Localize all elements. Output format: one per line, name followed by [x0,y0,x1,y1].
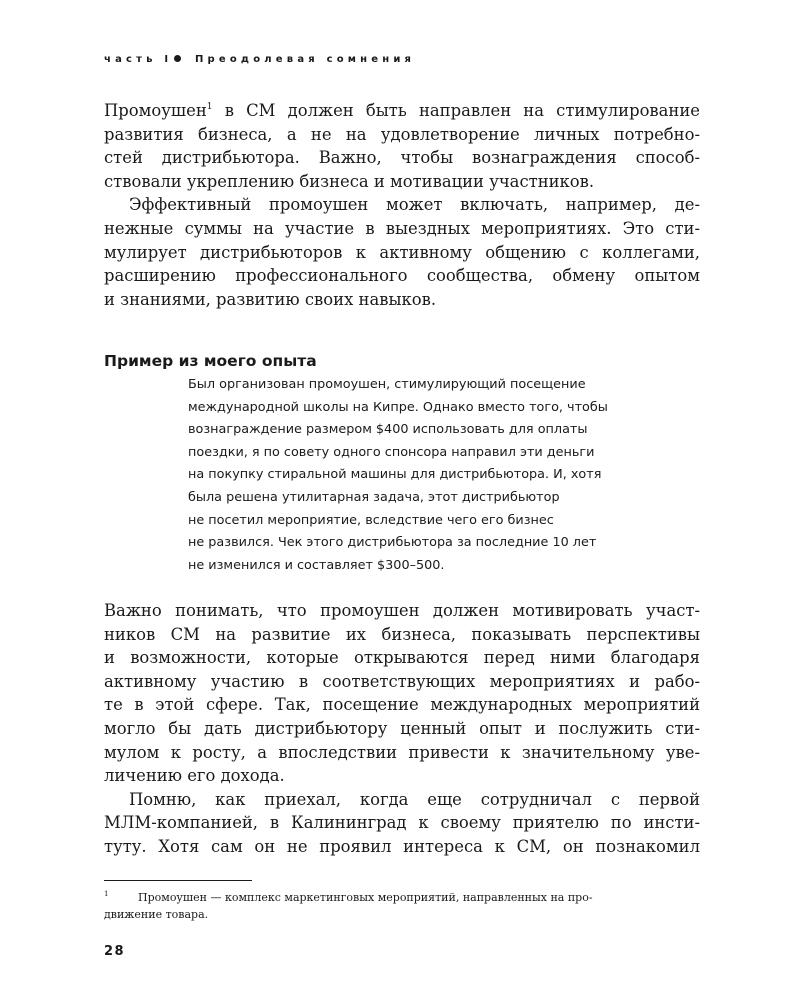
text-fragment: Промоушен [104,101,207,120]
text-line: и возможности, которые открываются перед ними благодаря [104,648,700,668]
example-line: вознаграждение размером $400 использовать для оплаты [188,422,588,438]
example-line: не посетил мероприятие, вследствие чего его бизнес [188,512,554,528]
text-fragment: в СМ должен быть направлен на стимулирование [212,101,700,120]
example-line: поездки, я по совету одного спонсора направил эти деньги [188,444,595,460]
running-head-title: Преодолевая сомнения [194,54,416,65]
text-line: те в этой сфере. Так, посещение международных мероприятий [104,695,700,715]
text-line: Помню, как приехал, когда еще сотрудничал с первой [129,789,700,809]
page-number: 28 [104,944,126,959]
paragraph-2 [104,193,700,311]
running-head [104,54,704,65]
text-line: личению его дохода. [104,766,285,786]
example-line: международной школы на Кипре. Однако вместо того, чтобы [188,399,608,415]
paragraph-4 [104,788,700,859]
text-line: активному участию в соответствующих мероприятиях и рабо- [104,671,700,691]
text-line: МЛМ-компанией, в Калининград к своему приятелю по инсти- [104,813,700,833]
footnote-line: движение товара. [104,908,209,921]
example-line: была решена утилитарная задача, этот дистрибьютор [188,489,560,505]
text-line [104,99,700,123]
example-line: на покупку стиральной машины для дистрибьютора. И, хотя [188,467,602,483]
text-line: нежные суммы на участие в выездных мероприятиях. Это сти- [104,218,700,238]
text-line: и знаниями, развитию своих навыков. [104,289,437,309]
paragraph-3 [104,599,700,788]
text-line: мулирует дистрибьюторов к активному общению с коллегами, [104,242,700,262]
section-heading: Пример из моего опыта [104,352,317,370]
example-line: Был организован промоушен, стимулирующий посещение [188,377,586,392]
text-line: ствовали укреплению бизнеса и мотивации участников. [104,171,595,191]
example-block [188,374,688,577]
body-section-bottom [104,599,700,859]
text-line: расширению профессионального сообщества, обмену опытом [104,266,700,286]
example-line: не развился. Чек этого дистрибьютора за последние 10 лет [188,535,597,551]
text-line: развития бизнеса, а не на удовлетворение личных потребно- [104,124,700,144]
footnote-line: Промоушен — комплекс маркетинговых мероприятий, направленных на про- [138,891,593,904]
footnote-divider [104,880,252,881]
example-line: не изменился и составляет $300–500. [188,557,445,573]
text-line: ников СМ на развитие их бизнеса, показывать перспективы [104,624,700,644]
footnote-reference[interactable]: 1 [206,102,213,112]
running-head-part: часть I [104,54,173,65]
text-line: Важно понимать, что промоушен должен мотивировать участ- [104,601,700,620]
footnote-marker: 1 [104,890,109,898]
text-line: Эффективный промоушен может включать, например, де- [129,195,700,215]
text-line: стей дистрибьютора. Важно, чтобы вознаграждения способ- [104,148,700,168]
footnote [104,889,700,923]
paragraph-1 [104,99,700,193]
text-line: туту. Хотя сам он не проявил интереса к СМ, он познакомил [104,836,700,856]
text-line: могло бы дать дистрибьютору ценный опыт и послужить сти- [104,718,700,738]
text-line: мулом к росту, а впоследствии привести к значительному уве- [104,742,700,762]
body-section-top [104,99,700,311]
bullet-icon [174,55,181,62]
